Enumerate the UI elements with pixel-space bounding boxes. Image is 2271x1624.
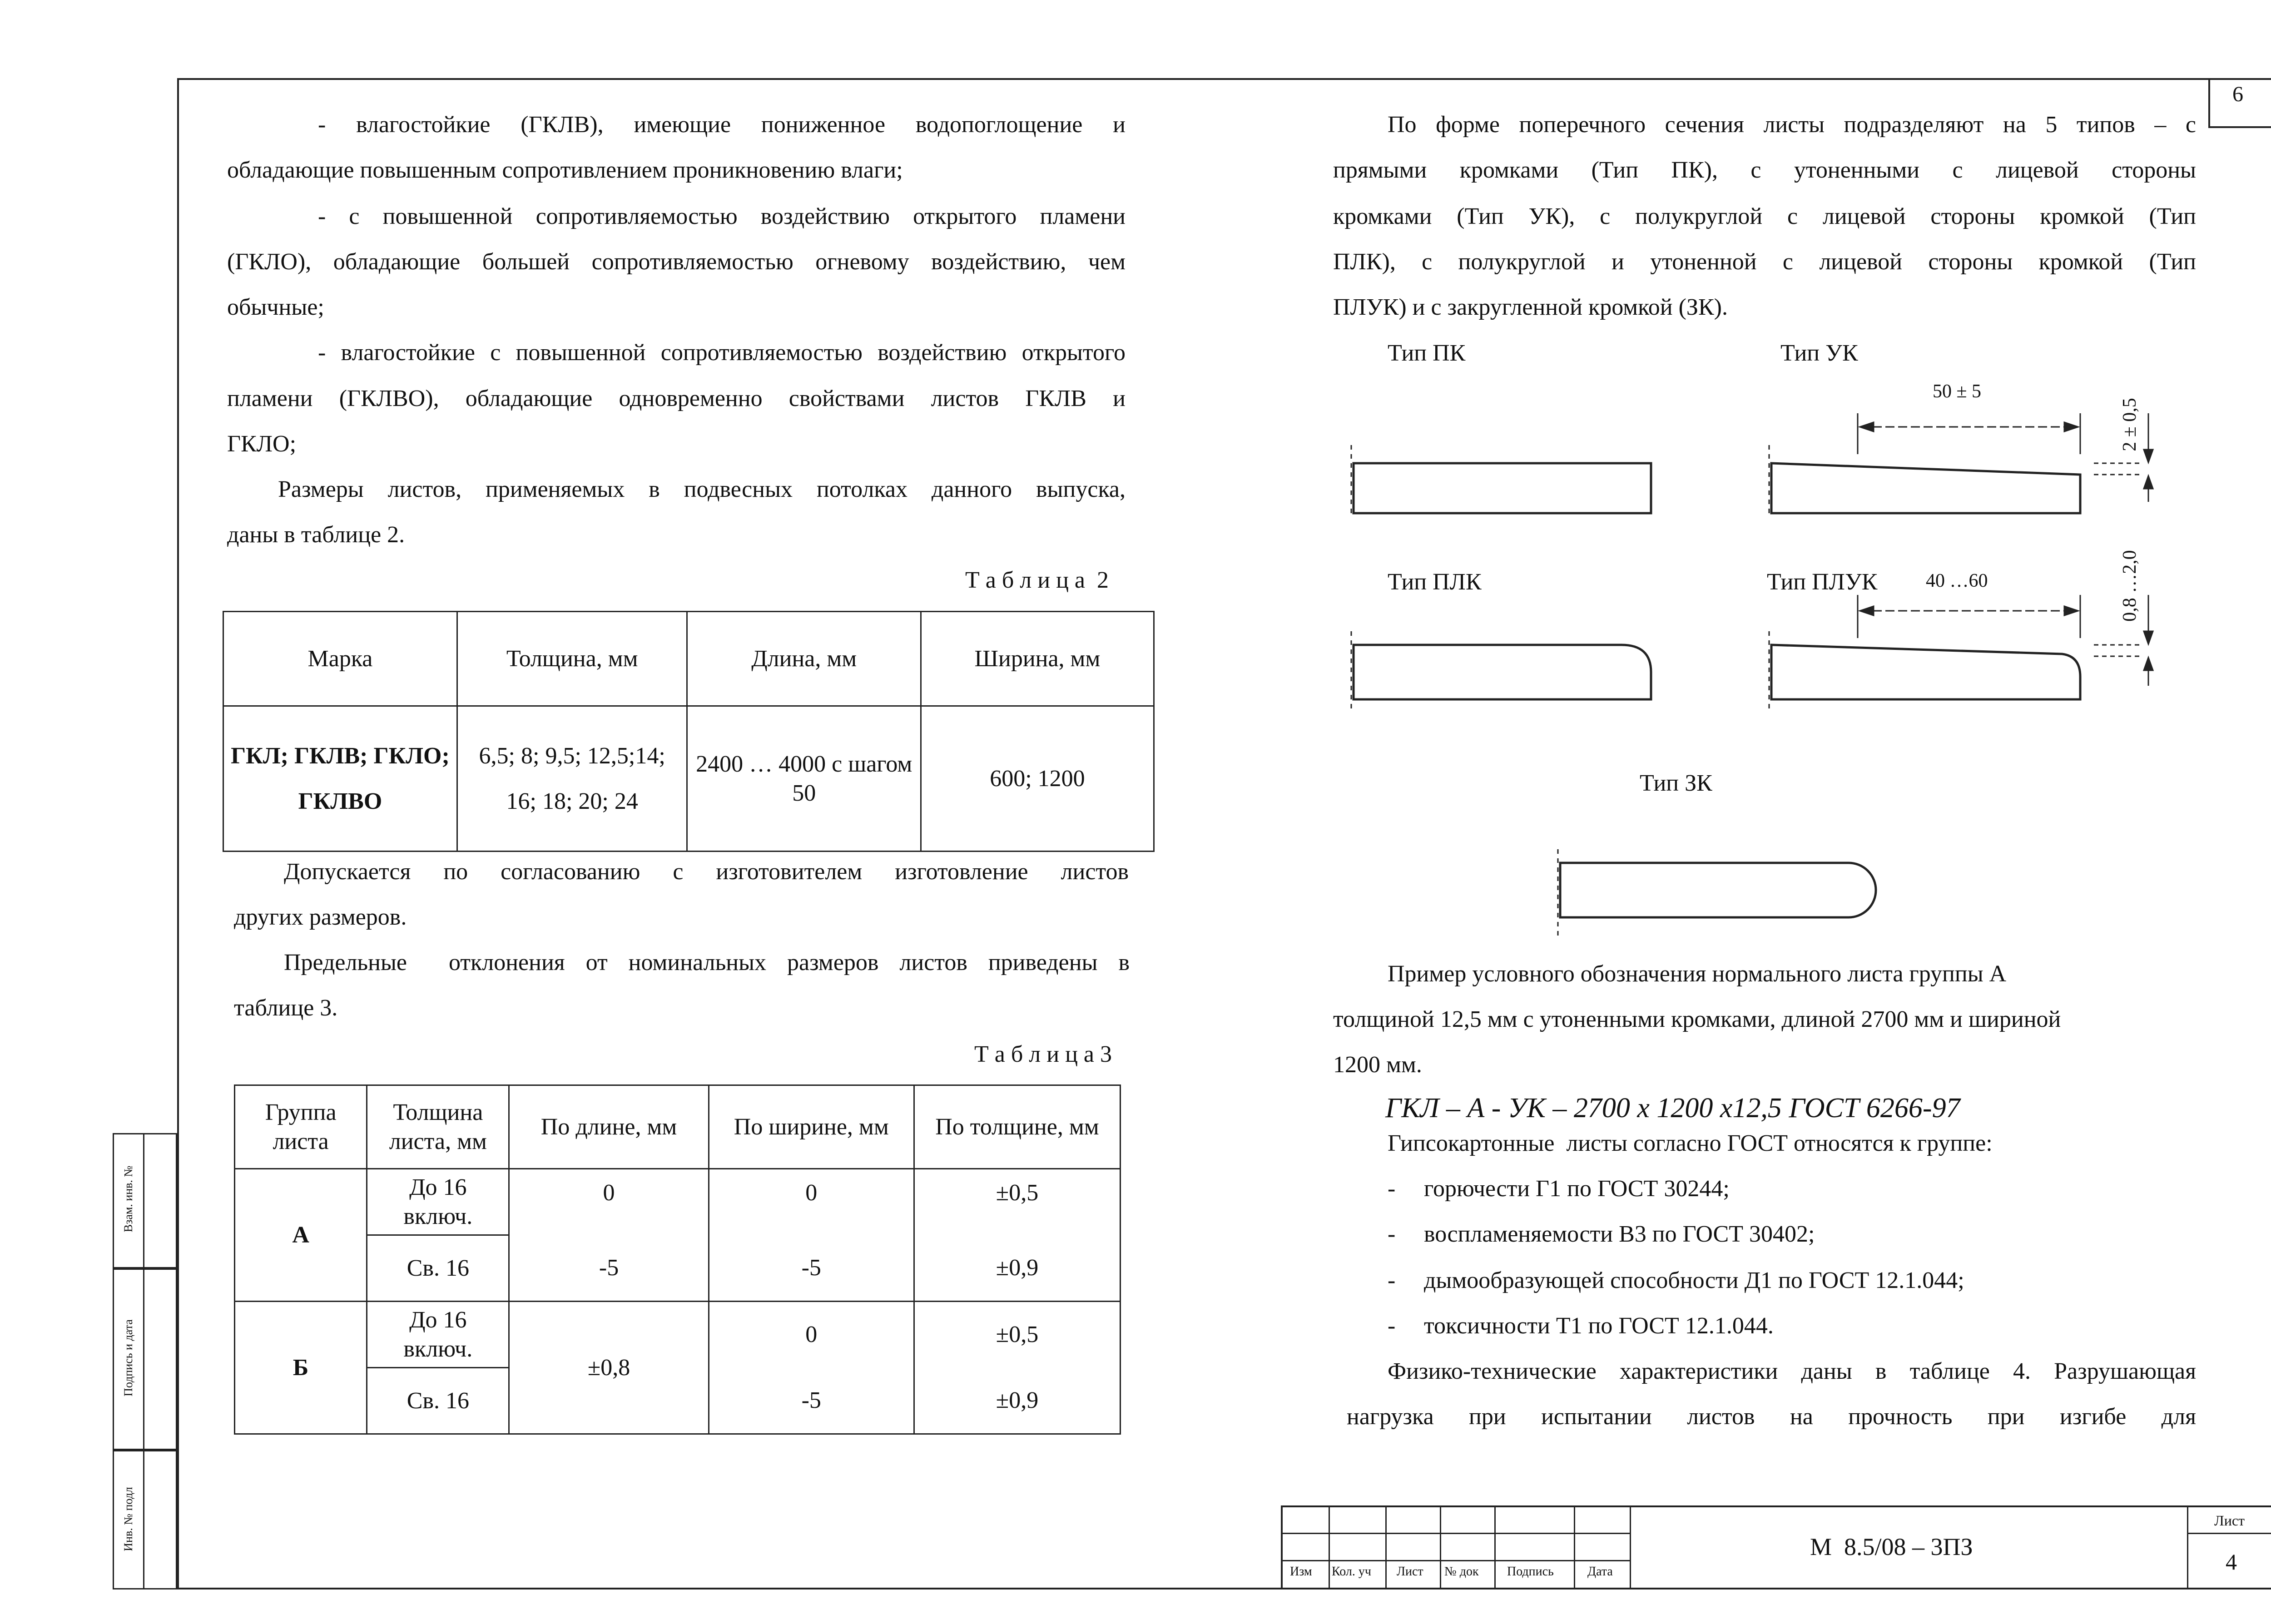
left-para3-line1: - влагостойкие с повышенной сопротивляемостью воздействию открытого: [318, 340, 1126, 366]
table3-b1-thick: До 16 включ.: [367, 1302, 509, 1368]
type-pluk-label: Тип ПЛУК: [1767, 569, 1878, 595]
document-code: М 8.5/08 – 3ПЗ: [1810, 1533, 1973, 1560]
table-2: [223, 611, 1155, 852]
left-para5-line2: других размеров.: [234, 904, 407, 930]
right-para1-line2: прямыми кромками (Тип ПК), с утоненными с лицевой стороны: [1333, 157, 2196, 183]
title-block-row-line: [1281, 1560, 1631, 1561]
list-item: дымообразующей способности Д1 по ГОСТ 12.1.044;: [1424, 1268, 1964, 1293]
right-para1-line1: По форме поперечного сечения листы подразделяют на 5 типов – с: [1388, 112, 2196, 138]
table3-a2-len: -5: [509, 1235, 709, 1302]
left-para1-line2: обладающие повышенным сопротивлением проникновению влаги;: [227, 157, 903, 183]
left-para4-line2: даны в таблице 2.: [227, 522, 405, 548]
title-block-col-line: [1574, 1505, 1575, 1589]
title-block-col-line: [1385, 1505, 1387, 1589]
table2-header-marka: Марка: [223, 612, 457, 706]
title-block-row-line: [1281, 1533, 1631, 1534]
table2-caption: Т а б л и ц а 2: [965, 567, 1109, 593]
sheet-label: Лист: [2214, 1512, 2245, 1529]
table3-group-a: А: [235, 1169, 367, 1302]
table3-header-width: По ширине, мм: [709, 1085, 914, 1169]
left-para2-line1: - с повышенной сопротивляемостью воздействию открытого пламени: [318, 203, 1126, 229]
table3-header-thickness: Толщина листа, мм: [367, 1085, 509, 1169]
side-label-inv: Инв. № подл: [122, 1487, 135, 1551]
table2-cell-length: 2400 … 4000 с шагом 50: [687, 706, 921, 852]
side-label-podpis: Подпись и дата: [122, 1319, 135, 1396]
list-dash-4: -: [1388, 1313, 1396, 1339]
title-block-col-line: [2187, 1505, 2188, 1589]
table3-a1-th: ±0,5: [914, 1169, 1120, 1235]
left-para1-line1: - влагостойкие (ГКЛВ), имеющие пониженное водопоглощение и: [318, 112, 1126, 138]
table3-a2-thick: Св. 16: [367, 1235, 509, 1302]
left-para2-line3: обычные;: [227, 294, 324, 320]
side-stamp-divider-1: [113, 1267, 177, 1270]
right-para4-line1: Физико-технические характеристики даны в таблице 4. Разрушающая: [1388, 1358, 2196, 1384]
title-block-col-line: [1630, 1505, 1631, 1589]
right-para2-line2: толщиной 12,5 мм с утоненными кромками, длиной 2700 мм и шириной: [1333, 1006, 2061, 1032]
dim-50-label: 50 ± 5: [1933, 381, 1982, 402]
left-para3-line2: пламени (ГКЛВО), обладающие одновременно свойствами листов ГКЛВ и: [227, 386, 1126, 411]
title-block-col-line: [1329, 1505, 1330, 1589]
left-para2-line2: (ГКЛО), обладающие большей сопротивляемостью огневому воздействию, чем: [227, 249, 1126, 275]
edge-types-drawing: [1340, 386, 2226, 954]
right-para2-line3: 1200 мм.: [1333, 1052, 1422, 1078]
table3-header-th: По толщине, мм: [914, 1085, 1120, 1169]
table3-header-group: Группа листа: [235, 1085, 367, 1169]
side-label-vzam: Взам. инв. №: [122, 1165, 135, 1233]
right-para1-line4: ПЛК), с полукруглой и утоненной с лицевой стороны кромкой (Тип: [1333, 249, 2196, 275]
left-para3-line3: ГКЛО;: [227, 431, 297, 457]
stamp-header-data: Дата: [1587, 1565, 1613, 1579]
title-block-col-line: [1494, 1505, 1496, 1589]
right-para1-line5: ПЛУК) и с закругленной кромкой (ЗК).: [1333, 294, 1728, 320]
table2-cell-thickness: 6,5; 8; 9,5; 12,5;14; 16; 18; 20; 24: [457, 706, 687, 852]
stamp-header-list: Лист: [1397, 1565, 1423, 1579]
right-para3: Гипсокартонные листы согласно ГОСТ относятся к группе:: [1388, 1130, 1993, 1156]
title-block: [1281, 1505, 2271, 1589]
table3-b2-wid: -5: [709, 1368, 914, 1434]
table3-a1-wid: 0: [709, 1169, 914, 1235]
table2-header-length: Длина, мм: [687, 612, 921, 706]
list-item: горючести Г1 по ГОСТ 30244;: [1424, 1176, 1730, 1202]
table-3: [234, 1084, 1121, 1435]
stamp-header-kol: Кол. уч: [1332, 1565, 1371, 1579]
side-stamp-divider-2: [113, 1449, 177, 1451]
table2-header-width: Ширина, мм: [921, 612, 1154, 706]
list-dash-1: -: [1388, 1176, 1396, 1202]
title-block-col-line: [1440, 1505, 1441, 1589]
table2-cell-width: 600; 1200: [921, 706, 1154, 852]
table3-a1-thick: До 16 включ.: [367, 1169, 509, 1235]
list-item: воспламеняемости В3 по ГОСТ 30402;: [1424, 1221, 1815, 1247]
page-number: 6: [2232, 82, 2243, 106]
left-para5-line1: Допускается по согласованию с изготовителем изготовление листов: [284, 859, 1129, 885]
dim-2-label: 2 ± 0,5: [2119, 398, 2140, 451]
stamp-header-podpis: Подпись: [1507, 1565, 1554, 1579]
stamp-header-izm: Изм: [1290, 1565, 1312, 1579]
sheet-number: 4: [2226, 1549, 2237, 1574]
table3-header-length: По длине, мм: [509, 1085, 709, 1169]
list-item: токсичности Т1 по ГОСТ 12.1.044.: [1424, 1313, 1774, 1339]
designation-example: ГКЛ – А - УК – 2700 х 1200 х12,5 ГОСТ 6266-97: [1385, 1093, 1960, 1124]
table3-group-b: Б: [235, 1302, 367, 1434]
table3-a2-wid: -5: [709, 1235, 914, 1302]
table3-caption: Т а б л и ц а 3: [974, 1041, 1112, 1067]
table3-b-len: ±0,8: [509, 1302, 709, 1434]
table2-cell-marka: ГКЛ; ГКЛВ; ГКЛО; ГКЛВО: [223, 706, 457, 852]
table3-b1-th: ±0,5: [914, 1302, 1120, 1368]
table3-b1-wid: 0: [709, 1302, 914, 1368]
right-para4-line2: нагрузка при испытании листов на прочность при изгибе для: [1347, 1404, 2196, 1430]
list-dash-2: -: [1388, 1221, 1396, 1247]
type-zk-label: Тип ЗК: [1640, 770, 1712, 796]
table3-b2-th: ±0,9: [914, 1368, 1120, 1434]
right-para1-line3: кромками (Тип УК), с полукруглой с лицевой стороны кромкой (Тип: [1333, 203, 2196, 229]
table3-a2-th: ±0,9: [914, 1235, 1120, 1302]
type-uk-label: Тип УК: [1780, 340, 1858, 366]
dim-40-label: 40 …60: [1926, 570, 1988, 591]
left-para6-line1: Предельные отклонения от номинальных размеров листов приведены в: [284, 950, 1130, 975]
type-plk-label: Тип ПЛК: [1388, 569, 1482, 595]
stamp-header-doc: № док: [1444, 1565, 1479, 1579]
dim-08-label: 0,8 …2,0: [2119, 550, 2140, 622]
table2-header-thickness: Толщина, мм: [457, 612, 687, 706]
title-block-row-line: [2187, 1533, 2271, 1534]
right-para2-line1: Пример условного обозначения нормального листа группы А: [1388, 961, 2007, 987]
table3-a1-len: 0: [509, 1169, 709, 1235]
table3-b2-thick: Св. 16: [367, 1368, 509, 1434]
list-dash-3: -: [1388, 1268, 1396, 1293]
type-pk-label: Тип ПК: [1388, 340, 1466, 366]
left-para4-line1: Размеры листов, применяемых в подвесных потолках данного выпуска,: [278, 476, 1126, 502]
left-para6-line2: таблице 3.: [234, 995, 338, 1021]
